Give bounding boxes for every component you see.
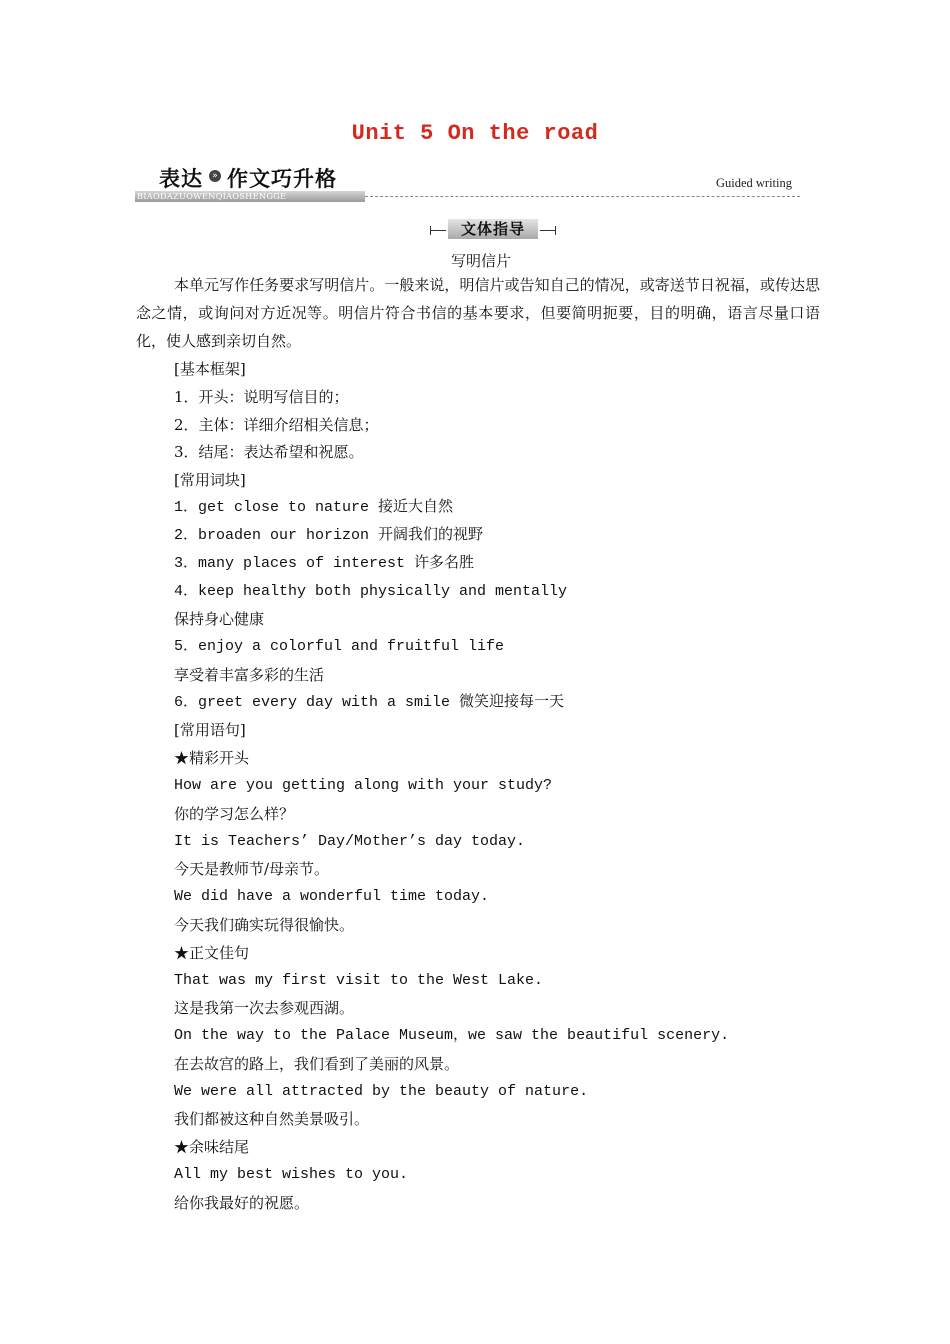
ending-label: ★余味结尾 <box>174 1138 250 1156</box>
list-item: 享受着丰富多彩的生活 <box>174 666 325 684</box>
list-item: That was my first visit to the West Lake. <box>174 972 544 989</box>
section-label <box>430 219 556 241</box>
framework-heading: [基本框架] <box>174 360 246 378</box>
banner-pinyin: BIAODAZUOWENQIAOSHENGGE <box>137 191 287 201</box>
list-item: It is Teachers’ Day/Mother’s day today. <box>174 833 526 850</box>
list-item: 给你我最好的祝愿。 <box>174 1194 310 1212</box>
phrases-heading: [常用词块] <box>174 471 246 489</box>
arrow-icon: » <box>209 170 221 182</box>
list-item: How are you getting along with your study? <box>174 777 553 794</box>
list-item: 这是我第一次去参观西湖。 <box>174 999 355 1017</box>
list-item: 3．结尾：表达希望和祝愿。 <box>174 443 364 461</box>
banner-title-left: 表达 <box>159 167 203 191</box>
banner-english: Guided writing <box>715 176 792 190</box>
divider <box>430 230 446 231</box>
list-item: 2．主体：详细介绍相关信息； <box>174 416 379 434</box>
list-item: 今天是教师节/母亲节。 <box>174 860 330 878</box>
list-item: 5．enjoy a colorful and fruitful life <box>174 638 505 655</box>
list-item: 保持身心健康 <box>174 610 265 628</box>
sentences-heading: [常用语句] <box>174 721 246 739</box>
list-item: 2．broaden our horizon 开阔我们的视野 <box>174 527 484 544</box>
section-banner <box>135 160 800 204</box>
list-item: On the way to the Palace Museum，we saw the beautiful scenery. <box>174 1027 730 1044</box>
list-item: 1．get close to nature 接近大自然 <box>174 499 454 516</box>
subtitle: 写明信片 <box>450 252 511 270</box>
page-title: Unit 5 On the road <box>351 121 599 146</box>
body-label: ★正文佳句 <box>174 944 250 962</box>
divider <box>555 226 556 235</box>
list-item: 3．many places of interest 许多名胜 <box>174 555 475 572</box>
list-item: 1．开头：说明写信目的； <box>174 388 349 406</box>
intro-paragraph: 本单元写作任务要求写明信片。一般来说，明信片或告知自己的情况，或寄送节日祝福，或传达思念之情，或询问对方近况等。明信片符合书信的基本要求，但要简明扼要，目的明确，语言尽量口语化，使人感到亲切自然。 <box>136 276 820 350</box>
list-item: 我们都被这种自然美景吸引。 <box>174 1110 370 1128</box>
list-item: 今天我们确实玩得很愉快。 <box>174 916 355 934</box>
opening-label: ★精彩开头 <box>174 749 250 767</box>
section-label-text: 文体指导 <box>448 219 538 239</box>
list-item: 在去故宫的路上，我们看到了美丽的风景。 <box>174 1055 460 1073</box>
divider <box>540 230 556 231</box>
banner-divider <box>365 196 800 197</box>
banner-title-right: 作文巧升格 <box>227 167 337 191</box>
list-item: 你的学习怎么样？ <box>174 805 295 823</box>
list-item: 4．keep healthy both physically and mentally <box>174 583 568 600</box>
list-item: All my best wishes to you. <box>174 1166 409 1183</box>
list-item: We were all attracted by the beauty of nature. <box>174 1083 589 1100</box>
list-item: 6．greet every day with a smile 微笑迎接每一天 <box>174 694 565 711</box>
list-item: We did have a wonderful time today. <box>174 888 490 905</box>
